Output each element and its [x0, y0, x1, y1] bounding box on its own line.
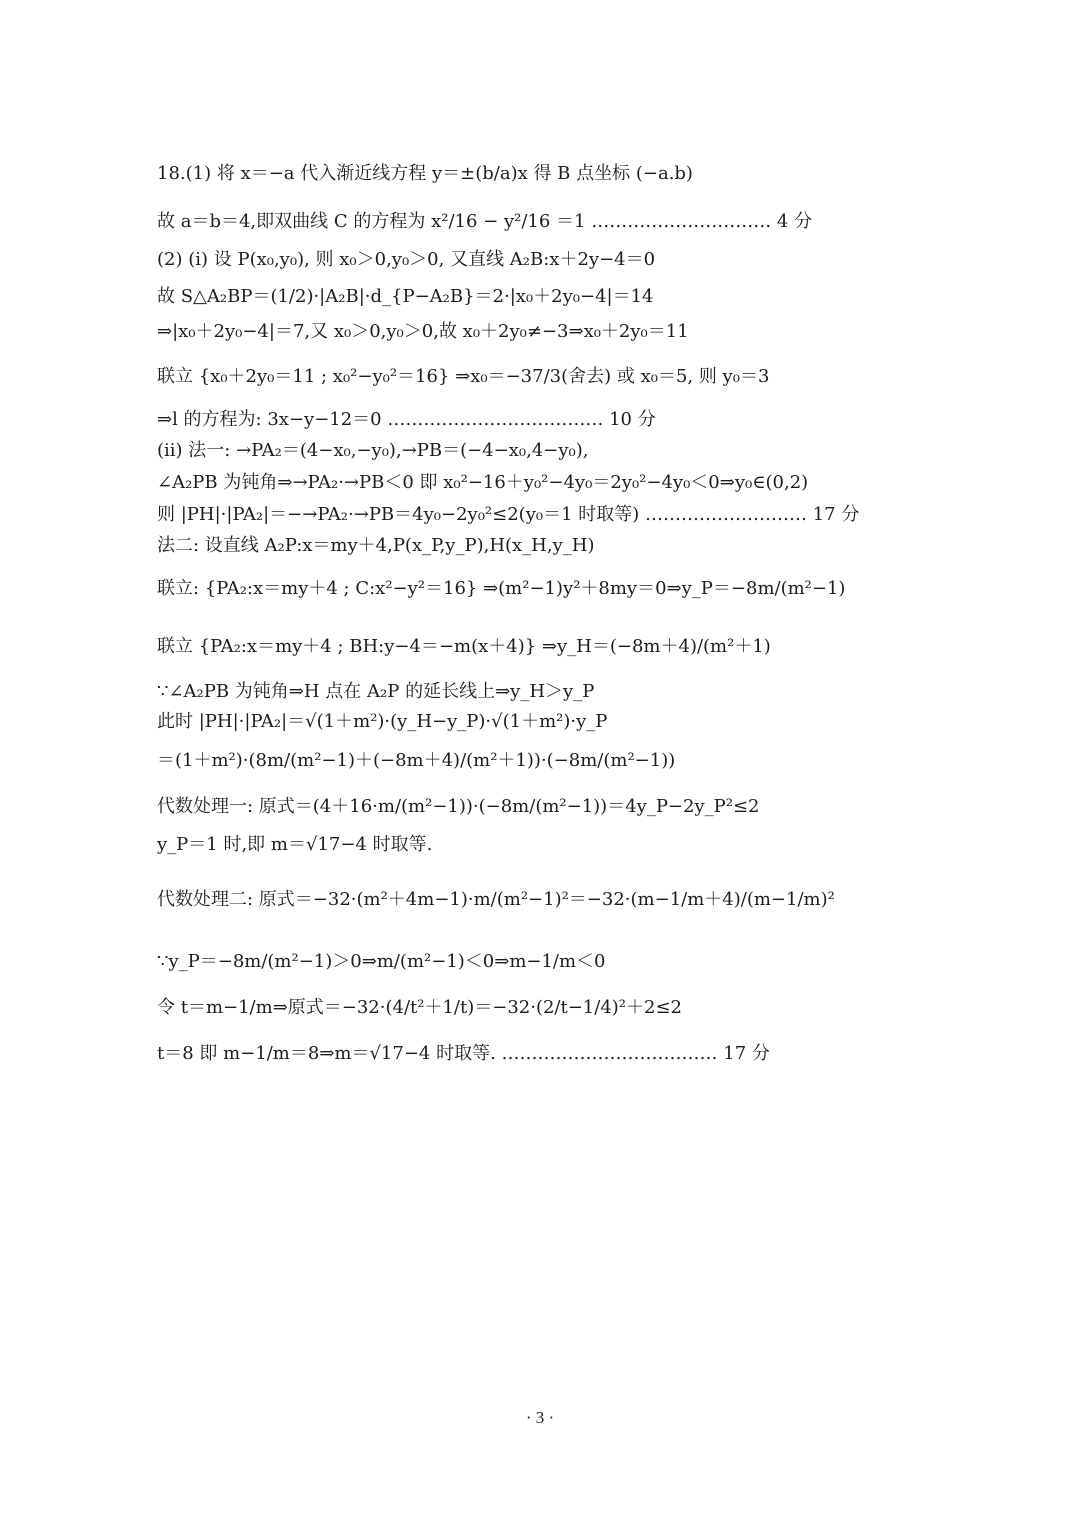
- solution-line: t＝8 即 m−1/m＝8⇒m＝√17−4 时取等. ……………………………… 17 分: [157, 1043, 770, 1064]
- solution-line: ∵y_P＝−8m/(m²−1)＞0⇒m/(m²−1)＜0⇒m−1/m＜0: [157, 951, 606, 972]
- solution-line: 此时 |PH|·|PA₂|＝√(1＋m²)·(y_H−y_P)·√(1＋m²)·y_P: [157, 711, 608, 732]
- solution-line: (2) (i) 设 P(x₀,y₀), 则 x₀＞0,y₀＞0, 又直线 A₂B:x＋2y−4＝0: [157, 249, 656, 270]
- solution-line: 联立 {PA₂:x＝my＋4 ; BH:y−4＝−m(x＋4)} ⇒y_H＝(−8m＋4)/(m²＋1): [157, 636, 771, 657]
- solution-line: ∵∠A₂PB 为钝角⇒H 点在 A₂P 的延长线上⇒y_H＞y_P: [157, 681, 595, 702]
- solution-line: ＝(1＋m²)·(8m/(m²−1)＋(−8m＋4)/(m²＋1))·(−8m/(m²−1)): [157, 750, 676, 771]
- solution-line: ∠A₂PB 为钝角⇒→PA₂·→PB＜0 即 x₀²−16＋y₀²−4y₀＝2y₀²−4y₀＜0⇒y₀∈(0,2): [157, 472, 809, 493]
- solution-line: 代数处理一: 原式＝(4＋16·m/(m²−1))·(−8m/(m²−1))＝4y_P−2y_P²≤2: [157, 796, 760, 817]
- solution-line: 令 t＝m−1/m⇒原式＝−32·(4/t²＋1/t)＝−32·(2/t−1/4)²＋2≤2: [157, 997, 682, 1018]
- solution-line: ⇒|x₀＋2y₀−4|＝7,又 x₀＞0,y₀＞0,故 x₀＋2y₀≠−3⇒x₀＋2y₀＝11: [157, 321, 689, 342]
- solution-line: 代数处理二: 原式＝−32·(m²＋4m−1)·m/(m²−1)²＝−32·(m−1/m＋4)/(m−1/m)²: [157, 889, 835, 910]
- solution-line: 联立: {PA₂:x＝my＋4 ; C:x²−y²＝16} ⇒(m²−1)y²＋8my＝0⇒y_P＝−8m/(m²−1): [157, 578, 846, 599]
- solution-line: 故 S△A₂BP＝(1/2)·|A₂B|·d_{P−A₂B}＝2·|x₀＋2y₀−4|＝14: [157, 286, 654, 307]
- solution-line: y_P＝1 时,即 m＝√17−4 时取等.: [157, 834, 433, 855]
- solution-line: (ii) 法一: →PA₂＝(4−x₀,−y₀),→PB＝(−4−x₀,4−y₀),: [157, 440, 589, 461]
- solution-line: 法二: 设直线 A₂P:x＝my＋4,P(x_P,y_P),H(x_H,y_H): [157, 535, 595, 556]
- solution-line: ⇒l 的方程为: 3x−y−12＝0 ……………………………… 10 分: [157, 409, 656, 430]
- page-number: · 3 ·: [525, 1408, 555, 1427]
- solution-line: 联立 {x₀＋2y₀＝11 ; x₀²−y₀²＝16} ⇒x₀＝−37/3(舍去) 或 x₀＝5, 则 y₀＝3: [157, 366, 770, 387]
- solution-line: 故 a＝b＝4,即双曲线 C 的方程为 x²/16 − y²/16 ＝1 ………………………… 4 分: [157, 211, 813, 232]
- solution-line: 18.(1) 将 x＝−a 代入渐近线方程 y＝±(b/a)x 得 B 点坐标 (−a.b): [157, 163, 693, 184]
- solution-line: 则 |PH|·|PA₂|＝−→PA₂·→PB＝4y₀−2y₀²≤2(y₀＝1 时取等) ……………………… 17 分: [157, 504, 860, 525]
